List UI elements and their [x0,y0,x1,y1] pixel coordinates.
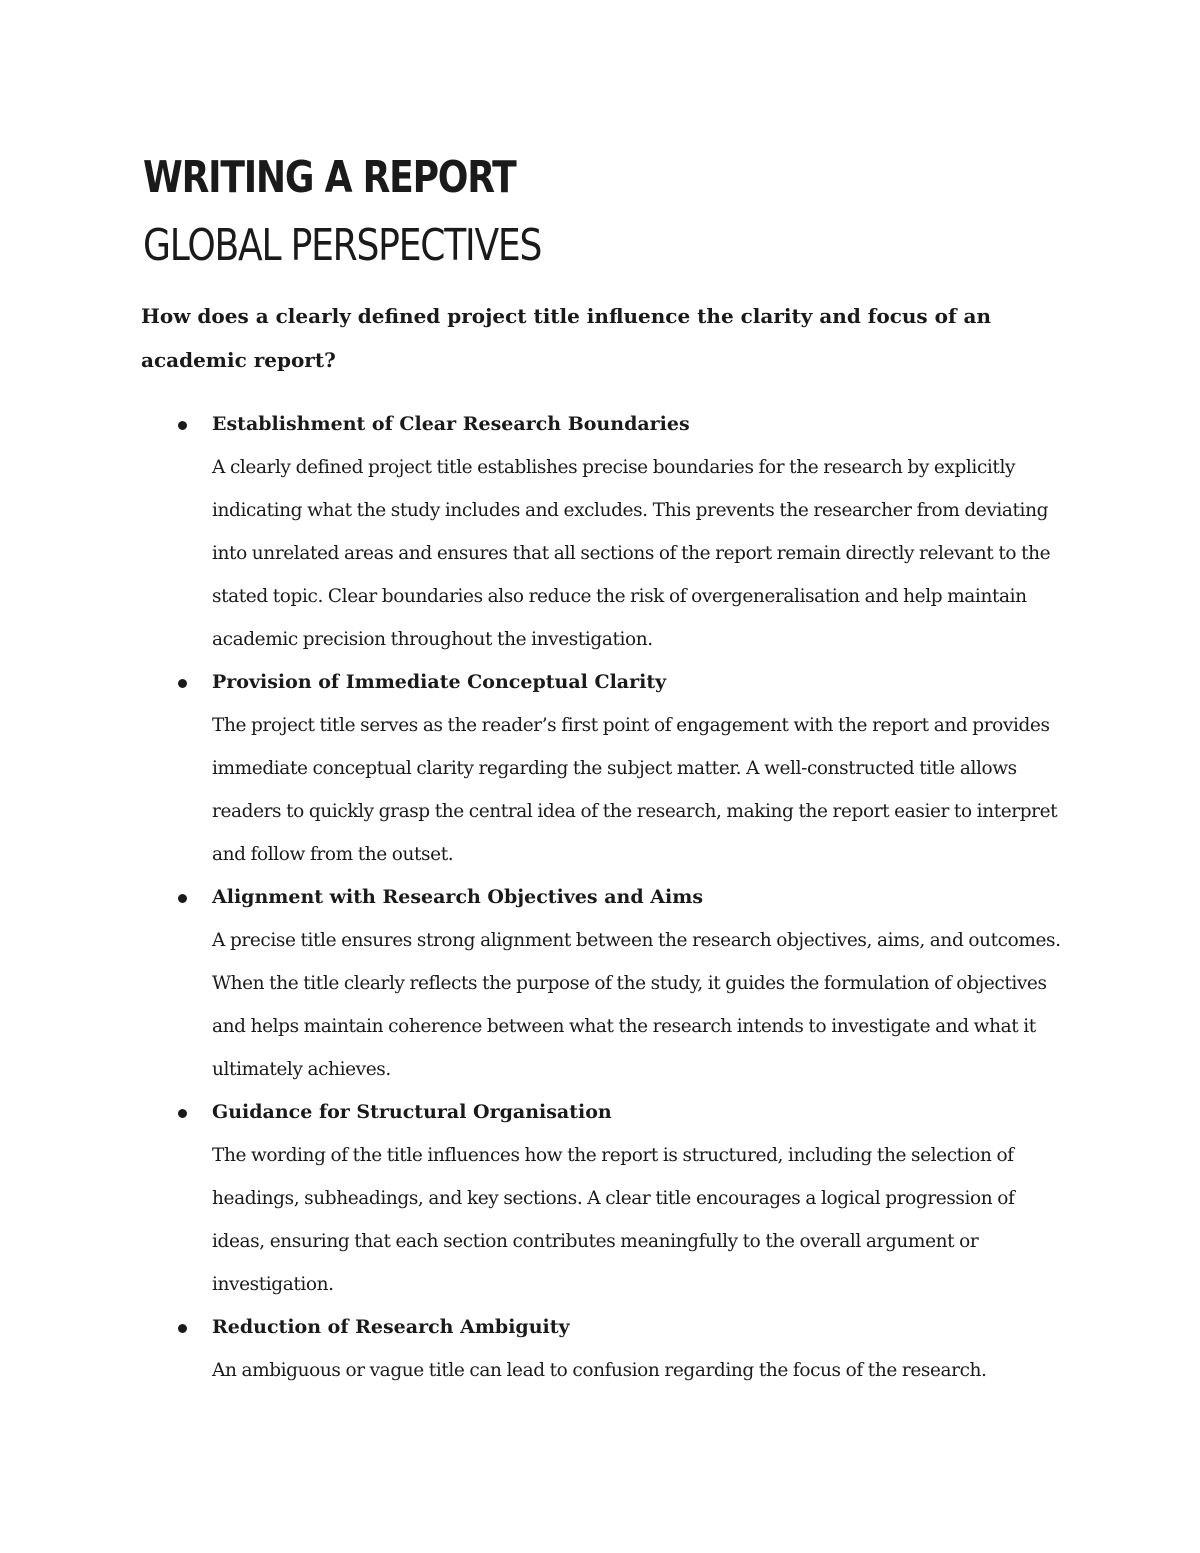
research-question: How does a clearly defined project title influence the clarity and focus of an academic report? [141,304,992,372]
point-heading: Guidance for Structural Organisation [212,1101,612,1123]
bullet-icon [178,894,187,903]
point-body: A clearly defined project title establishes precise boundaries for the research by explicitly indicating what the study includes and excludes. This prevents the researcher from deviating into unrelated areas and ensures that all sections of the report remain directly relevant to the stated topic. Clear boundaries also reduce the risk of overgeneralisation and help maintain academic precision throughout the investigation. [212,457,1051,650]
title-primary: WRITING A REPORT [143,152,516,203]
list-item [141,1091,1071,1306]
list-item [141,403,1071,661]
list-item [141,876,1071,1091]
bullet-icon [178,1324,187,1333]
point-body: A precise title ensures strong alignment between the research objectives, aims, and outcomes. When the title clearly reflects the purpose of the study, it guides the formulation of objectives and helps maintain coherence between what the research intends to investigate and what it ultimately achieves. [212,930,1061,1080]
point-heading: Alignment with Research Objectives and Aims [212,886,704,908]
key-points-list [141,403,1071,1392]
bullet-icon [178,679,187,688]
point-body: The project title serves as the reader’s first point of engagement with the report and provides immediate conceptual clarity regarding the subject matter. A well-constructed title allows readers to quickly grasp the central idea of the research, making the report easier to interpret and follow from the outset. [212,715,1058,865]
list-item [141,1306,1071,1392]
point-heading: Reduction of Research Ambiguity [212,1316,570,1338]
list-item [141,661,1071,876]
point-body: The wording of the title influences how the report is structured, including the selection of headings, subheadings, and key sections. A clear title encourages a logical progression of ideas, ensuring that each section contributes meaningfully to the overall argument or investigation. [212,1145,1015,1295]
document-title [143,148,1063,276]
point-body: An ambiguous or vague title can lead to confusion regarding the focus of the research. [212,1360,987,1381]
bullet-icon [178,1109,187,1118]
title-secondary: GLOBAL PERSPECTIVES [143,220,542,271]
bullet-icon [178,421,187,430]
point-heading: Establishment of Clear Research Boundaries [212,413,690,435]
point-heading: Provision of Immediate Conceptual Clarity [212,671,667,693]
